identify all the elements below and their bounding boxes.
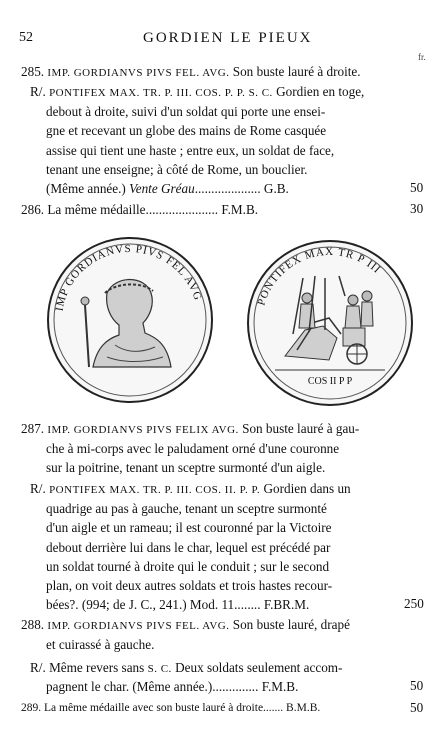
entry-285-line-7: (Même année.) Vente Gréau.................... G.B. (46, 181, 289, 196)
entry-288-line-2: et cuirassé à gauche. (46, 637, 155, 652)
entry-287-line-3: sur la poitrine, tenant un sceptre surmonté d'un aigle. (46, 460, 326, 475)
coin-reverse-image (245, 238, 415, 408)
entry-287-line-8: un soldat tourné à droite qui le conduit ; sur le second (46, 559, 330, 574)
entry-285-line-1: 285. IMP. GORDIANVS PIVS FEL. AVG. Son buste lauré à droite. (21, 64, 361, 79)
entry-287-line-5: quadrige au pas à gauche, tenant un sceptre surmonté (46, 501, 327, 516)
entry-285-line-5: assise qui tient une haste ; entre eux, un soldat de face, (46, 143, 335, 158)
entry-287-line-9: plan, on voit deux autres soldats et trois hastes recour- (46, 578, 333, 593)
entry-288-line-4: pagnent le char. (Même année.).............. F.M.B. (46, 679, 299, 694)
obverse-legend: IMP GORDIANVS PIVS FEL AVG (53, 242, 205, 312)
entry-287-line-1: 287. IMP. GORDIANVS PIVS FELIX AVG. Son buste lauré à gau- (21, 421, 360, 436)
entry-289-line-1: 289. La même médaille avec son buste lauré à droite....... B.M.B. (21, 702, 321, 714)
price-288: 50 (410, 678, 424, 693)
entry-288-line-3: R/. Même revers sans S. C. Deux soldats seulement accom- (30, 660, 343, 675)
page-number: 52 (19, 30, 33, 45)
price-285: 50 (410, 180, 424, 195)
price-286: 30 (410, 201, 424, 216)
entry-285-line-6: tenant une enseigne; à côté de Rome, un bouclier. (46, 162, 308, 177)
entry-285-line-3: debout à droite, suivi d'un soldat qui porte une ensei- (46, 104, 326, 119)
currency-label: fr. (418, 52, 426, 62)
entry-285-line-4: gne et recevant un globe des mains de Rome casquée (46, 123, 327, 138)
entry-288-line-1: 288. IMP. GORDIANVS PIVS FEL. AVG. Son buste lauré, drapé (21, 617, 350, 632)
page-title: GORDIEN LE PIEUX (143, 30, 313, 46)
reverse-exergue: COS II P P (307, 376, 353, 387)
reverse-symbol: R/. (30, 84, 46, 99)
entry-287-line-4: R/. PONTIFEX MAX. TR. P. III. COS. II. P. P. Gordien dans un (30, 481, 351, 496)
price-287: 250 (404, 596, 424, 611)
entry-287-line-10: bées?. (994; de J. C., 241.) Mod. 11........ F.BR.M. (46, 597, 310, 612)
price-289: 50 (410, 700, 424, 715)
reverse-symbol: R/. (30, 660, 46, 675)
reverse-symbol: R/. (30, 481, 46, 496)
reverse-legend: PONTIFEX MAX TR P III (255, 245, 384, 308)
entry-286-line-1: 286. La même médaille...................... F.M.B. (21, 202, 259, 217)
entry-287-line-6: d'un aigle et un rameau; il est couronné par la Victoire (46, 520, 332, 535)
entry-287-line-2: che à mi-corps avec le paludament orné d'une couronne (46, 441, 340, 456)
entry-287-line-7: debout derrière lui dans le char, lequel est précédé par (46, 540, 331, 555)
entry-285-line-2: R/. PONTIFEX MAX. TR. P. III. COS. P. P. S. C. Gordien en toge, (30, 84, 365, 99)
coin-obverse-image (45, 235, 215, 405)
